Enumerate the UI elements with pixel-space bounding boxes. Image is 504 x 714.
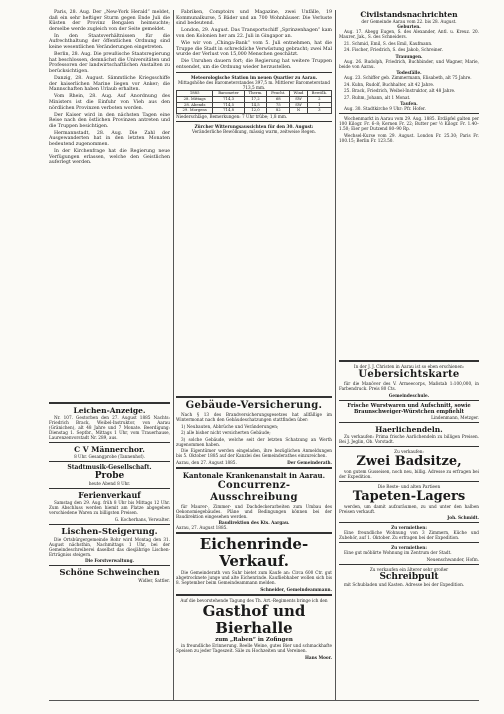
schreibpult-title: Schreibpult [379, 571, 439, 582]
divider [339, 422, 479, 423]
gebaeude-text: 1) Neubauten, Abbrüche und Veränderungen; [181, 423, 279, 429]
ads-column-middle [176, 394, 332, 660]
table-row [177, 108, 332, 114]
wx-cell: 1 [307, 102, 331, 108]
box1-head: Uebersichtskarte [358, 369, 460, 380]
civil-entry: 24. Fischer, Friedrich, S. des Jakob, Schreiner. [344, 47, 443, 52]
gebaeude-date: Aarau, den 27. August 1885. [176, 459, 237, 465]
divider [339, 481, 479, 482]
wx-cell: N [290, 108, 307, 114]
divider [176, 396, 332, 398]
news-paragraph: Paris, 28. Aug. Der „New-York Herald“ meldet, daß ein sehr heftiger Sturm gegen Ende Juli die Küsten der Provinz Bengalen heimsuchte; derselbe werde zugleich von der Seite gemeldet. [49, 10, 170, 32]
gebaeude-text: Nach § 13 des Brandversicherungsgesetzes hat allfällige im Wintermonat nach den Gebäudeschatzungen stattfinden über: [176, 412, 332, 422]
schreibpult-text: mit Schubladen und Kasten. Adresse bei der Expedition. [344, 581, 465, 587]
wx-cell: SW [290, 102, 307, 108]
zurich-title: Zürcher Witterungsaussichten für den 30. August: [194, 123, 314, 129]
civil-entry: 27. Ruhm, Johann, alt 1 Monat. [344, 94, 411, 100]
divider [49, 524, 170, 525]
news-paragraph: Vom Rhein, 28. Aug. Auf Anordnung des Ministers ist die Einfuhr von Vieh aus den nördlichen Provinzen verboten worden. [49, 94, 170, 111]
wx-cell: SW [290, 97, 307, 103]
concurrenz-title: Concurrenz-Ausschreibung [210, 479, 298, 503]
gebaeude-text: 3) solche Gebäude, welche seit der letzten Schatzung an Werth zugenommen haben. [176, 436, 332, 447]
civil-column [339, 10, 479, 144]
concurrenz-text: für Maurer-, Zimmer- und Dachdeckerarbeiten zum Umbau des Oekonomiegebäudes. Pläne und Bedingungen können bei der Baudirektion eingesehen werden. [176, 503, 332, 519]
wx-cell: 714,5 [213, 102, 244, 108]
leichen-text: Nr. 107. Gestorben den 27. August 1885 Nachts: Friedrich Brack, Weibel-Instruktor, von Aarau (Gränichen), alt 48 Jahre und 7 Monate. Beerdigung: Dienstag 1. Septbr., Mittags 1 Uhr, vom Trauerhause, Laurenzenvorstadt Nr. 289, aus. [49, 415, 170, 440]
news-paragraph: Die Unruhen dauern fort; die Regierung hat weitere Truppen entsendet, um die Ordnung wieder herzustellen. [176, 59, 332, 70]
wx-footer: Niederschläge, Bemerkungen: 7 Uhr trübe; 1,8 mm. [176, 113, 288, 119]
schweine-title: Schöne Schweinchen [59, 568, 160, 578]
column-divider [173, 10, 174, 700]
eichen-sign: Schneider, Gemeindeammann. [260, 586, 332, 592]
news-paragraph: Wie wir von „Chinga-Bank“ vom 5. Juli entnehmen, hat die Truppe die Stadt in schreckliche Verwüstung gebracht; zwei Mal wurde der Verlust von 15,000 Menschen geschätzt. [176, 40, 332, 58]
wx-header: 1885 [177, 91, 213, 97]
liegen-title: Lischen-Steigerung. [61, 526, 158, 537]
wx-cell: 82 [267, 108, 290, 114]
taufen-title: Taufen. [400, 101, 418, 106]
maennerchor-sub: 8 Uhr. Gesangprobe (Tannenhof). [74, 454, 145, 459]
wx-header: Feucht. [267, 91, 290, 97]
civil-entry: Aug. 23. Schiffer geb. Zimmermann, Elisabeth, alt 75 Jahre. [344, 75, 472, 80]
weather-table [176, 90, 332, 113]
gasthof-sign: Hans Moor. [304, 654, 332, 660]
wx-cell: 714,3 [213, 97, 244, 103]
eichen-text: Die Gemeinderath von Suhr bietet zum Kaufe an: Circa 600 Ctr. gut abgetrocknete junge und alte Eichenrinde. Kaufliebhaber wollen sich bis 8. September beim Gemeindeammann melden. [176, 570, 332, 585]
civil-title: Civilstandsnachrichten [360, 10, 458, 19]
leichen-title: Leichen-Anzeige. [73, 406, 146, 415]
news-paragraph: Berlin, 28. Aug. Die preußische Staatsregierung hat beschlossen, demnächst die Universitäten und Professoren der landwirtschaftlichen Anstalten zu berücksichtigen. [49, 52, 170, 74]
verm2-title: Zu vermiethen: [391, 545, 427, 550]
geburten-title: Geburten. [397, 24, 421, 29]
eichen-title: Eichenrinde-Verkauf. [199, 535, 309, 570]
tapeten-text: werden, um damit aufzuräumen, zu und unter den halben Preisen verkauft. [339, 503, 479, 514]
wx-cell: 29. Morgens [177, 108, 213, 114]
wx-title: Meteorologische Station im neuen Quartier zu Aarau. [190, 75, 318, 81]
gebaeude-text: Die Eigentümer werden eingeladen, ihre bezüglichen Anmeldungen bis 5. Oktober 1885 auf der Kanzlei des Gemeinderathes einzureichen. [176, 448, 332, 458]
box1-text: für die Manöver des V. Armeecorps, Maßstab 1:100,000, in Farbendruck. Preis 80 Cts. [339, 381, 479, 391]
kranken-title: Kantonale Krankenanstalt in Aarau. [182, 470, 326, 480]
verm2-sign: Neuenschwander, Hofm. [426, 556, 479, 562]
wx-cell: 12,0 [244, 108, 266, 114]
divider [339, 522, 479, 523]
divider [49, 488, 170, 489]
schreibpult-pre: Zu verkaufen ein älterer sehr großer [369, 566, 449, 572]
gasthof-title: Gasthof und Bierhalle [202, 601, 306, 637]
page-bottom-rule [49, 700, 479, 701]
divider [49, 461, 170, 462]
ferien-sign: G. Kocherhans, Verwalter. [114, 516, 170, 522]
gebaeude-title: Gebäude-Versicherung. [185, 400, 323, 411]
divider [339, 542, 479, 543]
ads-column-right [339, 358, 479, 588]
divider [176, 532, 332, 534]
taufen-text: Aug. 30. Stadtkirche 9 Uhr: Pfr. Hofer. [344, 106, 426, 111]
wx-cell: 28. Abends [177, 102, 213, 108]
tapeten-title: Tapeten-Lagers [352, 488, 466, 504]
wx-cell: 17,2 [244, 97, 266, 103]
wx-cell: 28. Mittags [177, 97, 213, 103]
divider [49, 402, 170, 404]
verm1-text: Eine freundliche Wohnung von 3 Zimmern, Küche und Zubehör, auf 1. Oktober. Zu erfragen bei der Expedition. [339, 530, 479, 540]
wx-header: Therm. [244, 91, 266, 97]
divider [176, 72, 332, 73]
badesitze-text: von gutem Gusseisen, noch neu, billig. Adresse zu erfragen bei der Expedition. [339, 468, 479, 479]
wochenmarkt-text: Wochenmarkt in Aarau vom 29. Aug. 1885. Erdäpfel galten per 100 Kilogr. Fr. 6–8; Kernen Fr. 22; Butter per ½ Kilogr. Fr. 1.40–1.50; Eier per Dutzend 80–90 Rp. [339, 116, 479, 131]
civil-entry: Aug. 17. Abegg Eugen, S. des Alexander, Antl. u. Kreuz. 20. Maurer, Jak., S. des Schneiders. [339, 29, 479, 39]
wx-cell: 75 [267, 102, 290, 108]
divider [339, 564, 479, 565]
divider [339, 400, 479, 401]
kurse-text: Wechsel-Kurse vom 29. August. London Fr. 25.30; Paris Fr. 100.15; Berlin Fr. 123.50. [339, 132, 479, 143]
divider [176, 121, 332, 122]
wx-cell: 714,8 [213, 108, 244, 114]
news-column-middle [176, 10, 332, 134]
haerlchen-title: Haerlichendeln. [375, 424, 443, 434]
schweine-sign: Widler, Sattler. [138, 578, 170, 583]
liegen-text: Die Ortsbürgergemeinde Rohr wird Montag den 31. August nächsthin, Nachmittags 1 Uhr, bei der Gemeindeschreiberei daselbst das diesjährige Lischen-Erträgniss steigern. [49, 536, 170, 557]
news-paragraph: Fabriken, Comptoirs und Magazine, zwei Unfälle, 19 Kommunalkurse, 5 Bäder und an 700 Wohnhäuser. Die Verluste sind bedeutend. [176, 10, 332, 27]
divider [49, 442, 170, 443]
divider [339, 360, 479, 362]
concurrenz-date: Aarau, 27. August 1885. [176, 525, 228, 530]
badesitze-title: Zwei Badsitze, [356, 453, 462, 469]
wx-cell: 3 [307, 108, 331, 114]
news-paragraph: Hermannstadt, 28. Aug. Die Zahl der Ausgewanderten hat in den letzten Monaten bedeutend zugenommen. [49, 130, 170, 148]
ferien-title: Ferienverkauf [78, 490, 141, 500]
gasthof-pre: Auf die bevorstehende Tagung des Th. Art.-Regiments bringe ich den [180, 597, 328, 603]
civil-entry: 25. Brack, Friedrich, Weibel-Instruktor, alt 48 Jahre. [344, 88, 456, 93]
wx-sub: Mittagshöhe des Barometerstandes 397,5 m. Mittlerer Barometerstand 713,5 mm. [177, 80, 331, 91]
news-paragraph: London, 29. August. Das Transportschiff „Sprinzenhagen“ kam von den Kolonien her am 22. Juli in Gingapor an. [176, 28, 332, 39]
gasthof-text: in freundliche Erinnerung. Reelle Weine, gutes Bier und schmackhafte Speisen zu jeder Tageszeit. Säle zu Hochzeiten und Vereinen. [176, 643, 332, 653]
maennerchor-title: C V Männerchor. [74, 445, 145, 454]
todesfaelle-title: Todesfälle. [396, 70, 422, 75]
concurrenz-sign: Baudirektion des Kts. Aargau. [218, 520, 290, 525]
civil-entry: 21. Schmid, Emil, S. des Emil, Kaufmann. [344, 40, 433, 46]
verm1-title: Zu vermiethen: [391, 525, 427, 530]
civil-entry: Aug. 26. Rudolph, Friedrich, Buchbinder, und Wagner, Marie, beide von Aarau. [339, 58, 479, 69]
civil-sub: der Gemeinde Aarau vom 22. bis 28. August. [361, 19, 457, 24]
wx-cell: 14,5 [244, 102, 266, 108]
divider [339, 113, 479, 114]
news-paragraph: In der Kirchenfrage hat die Regierung neue Verfügungen erlassen, welche den Geistlichen auferlegt werden. [49, 149, 170, 166]
badesitze-pre: Zu verkaufen: [394, 448, 424, 454]
box2-sign: Lindenmann, Metzger. [431, 414, 479, 420]
liegen-sign: Die Forstverwaltung. [84, 558, 134, 563]
divider [339, 446, 479, 447]
gasthof-sub: zum „Raben“ in Zofingen [215, 636, 293, 643]
tapeten-sign: Joh. Schmidt. [447, 515, 479, 520]
wx-header: Bewölk. [307, 91, 331, 97]
box1-foot: Gemeindeschule. [388, 392, 430, 398]
wx-cell: 2 [307, 97, 331, 103]
ferien-text: Samstag den 29. Aug. früh 8 Uhr bis Mittags 12 Uhr. Zum Abschluss werden hiemit am Platze abgegeben verschiedene Waren zu billigsten Preisen. [49, 500, 170, 515]
news-paragraph: Danzig, 28. August. Sämmtliche Kriegsschiffe der kaiserlichen Marine liegen vor Anker; die Mannschaften haben Urlaub erhalten. [49, 76, 170, 93]
divider [176, 594, 332, 596]
trauungen-title: Trauungen. [395, 53, 423, 59]
verm2-text: Eine gut möblirte Wohnung im Zentrum der Stadt. [344, 550, 452, 555]
divider [176, 467, 332, 469]
column-divider [335, 10, 336, 700]
stadtmusik-title: Stadtmusik-Gesellschaft. [67, 464, 152, 471]
news-column-left [49, 10, 170, 167]
haerlchen-text: Zu verkaufen: Prima frische Aarlichendeln zu billigen Preisen. Bei J. Jeglin, Ob. Vorstadt. [339, 433, 479, 444]
divider [49, 565, 170, 566]
probe-text: heute Abend 8 Uhr. [88, 481, 131, 486]
wx-cell: 68 [267, 97, 290, 103]
news-paragraph: Der Kaiser wird in den nächsten Tagen eine Reise nach den östlichen Provinzen antreten und die Truppen besichtigen. [49, 112, 170, 129]
ads-column-left [49, 400, 170, 583]
civil-entry: 24. Kuhn, Rudolf, Buchhalter, alt 42 Jahre. [344, 81, 435, 87]
wx-header: Barometer [213, 91, 244, 97]
box1-title: In der J. J. Christen in Aarau ist so eben erschienen: [353, 364, 465, 369]
probe-title: Probe [94, 471, 125, 481]
zurich-text: Veränderliche Bewölkung, mässig warm, zeitweise Regen. [192, 128, 316, 134]
gebaeude-text: 2) alle bisher nicht versicherten Gebäude; [181, 430, 271, 435]
tapeten-pre: Die Reste- und alten Partieen [377, 483, 441, 489]
wx-header: Wind [290, 91, 307, 97]
box2-text: Frische Wurstwaren und Aufschnitt, sowie Braunschweiger-Würstchen empfiehlt [347, 402, 471, 415]
gebaeude-sign: Der Gemeinderath. [287, 459, 332, 465]
news-paragraph: In den Staatsverhältnissen für die Aufrechthaltung der öffentlichen Ordnung sind keine wesentlichen Veränderungen eingetreten. [49, 33, 170, 51]
